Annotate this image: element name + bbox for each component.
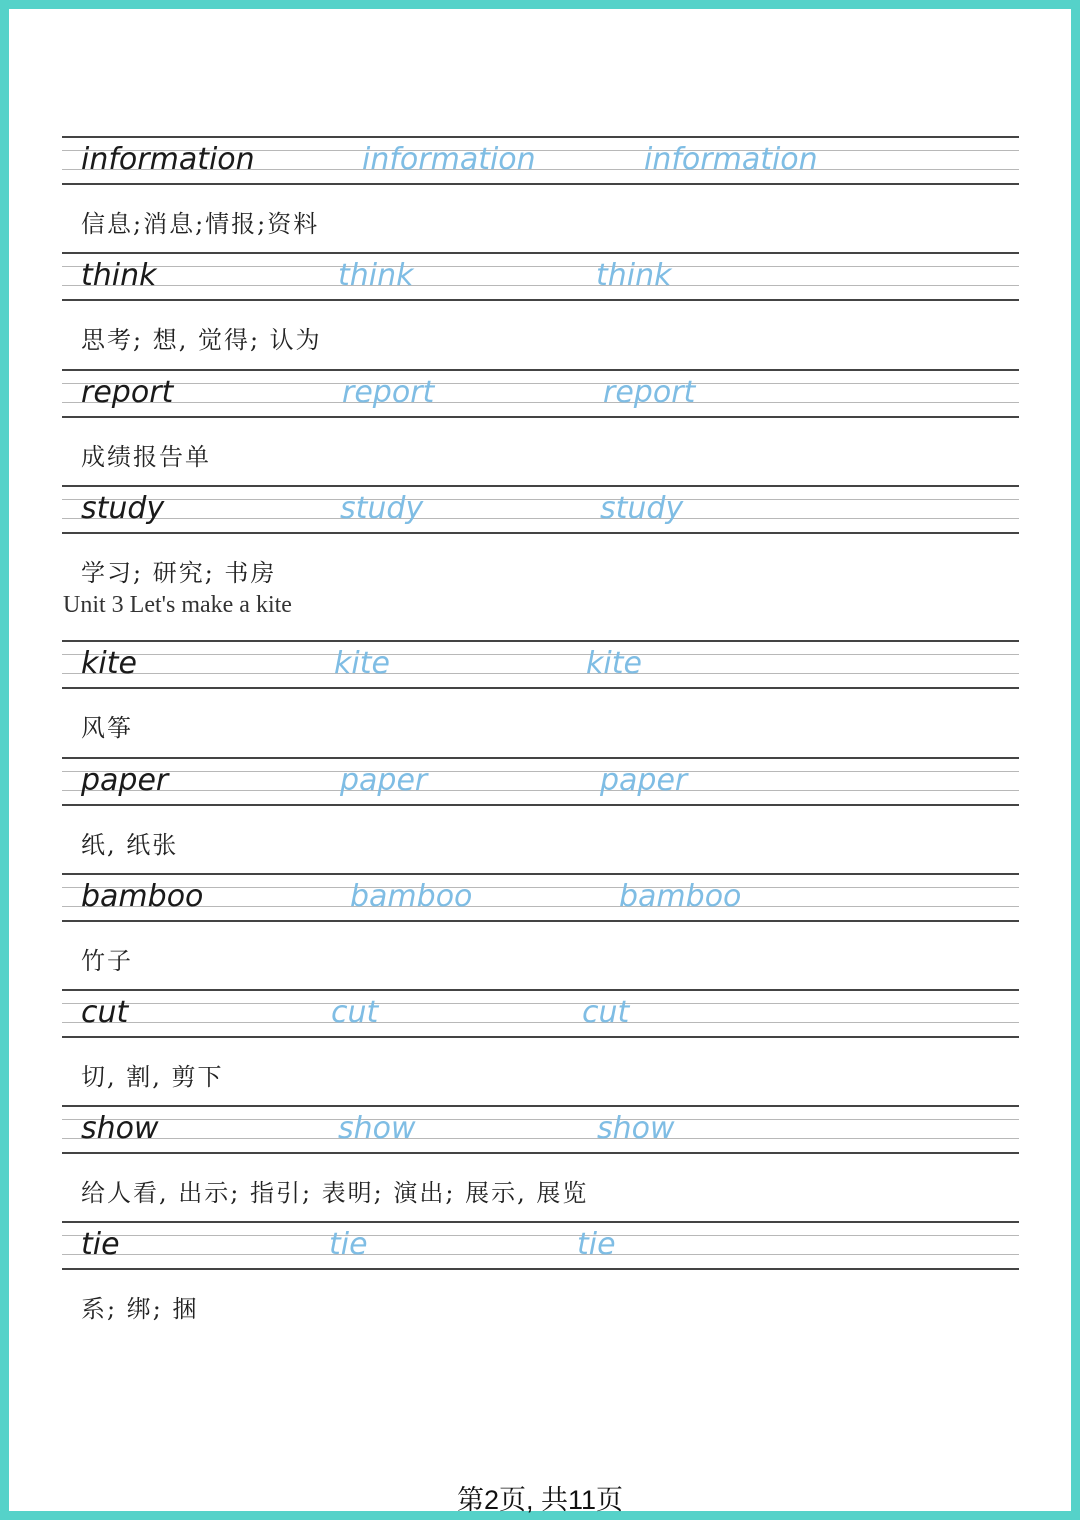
vocab-word: bamboo [81, 879, 204, 914]
handwriting-guide [62, 757, 1019, 805]
trace-word: kite [334, 646, 390, 681]
vocab-word: kite [81, 646, 137, 681]
vocab-word: show [81, 1111, 159, 1146]
handwriting-guide [62, 989, 1019, 1037]
handwriting-guide [62, 252, 1019, 300]
trace-word: think [596, 258, 672, 293]
trace-word: bamboo [619, 879, 742, 914]
trace-word: paper [340, 763, 428, 798]
vocab-entry-bamboo [0, 873, 1080, 983]
unit-heading: Unit 3 Let's make a kite [63, 592, 292, 618]
vocab-word: tie [81, 1227, 120, 1262]
vocab-entry-think [0, 252, 1080, 362]
vocab-entry-cut [0, 989, 1080, 1099]
handwriting-guide [62, 640, 1019, 688]
trace-word: report [603, 375, 696, 410]
trace-word: paper [600, 763, 688, 798]
word-meaning: 信息;消息;情报;资料 [81, 210, 320, 238]
trace-word: cut [331, 995, 379, 1030]
trace-word: show [597, 1111, 675, 1146]
word-meaning: 系; 绑; 捆 [81, 1295, 199, 1323]
trace-word: tie [329, 1227, 368, 1262]
vocab-entry-paper [0, 757, 1080, 867]
handwriting-guide [62, 369, 1019, 417]
vocab-word: think [81, 258, 157, 293]
vocab-entry-show [0, 1105, 1080, 1215]
trace-word: information [644, 142, 818, 177]
vocab-entry-tie [0, 1221, 1080, 1331]
vocab-entry-information [0, 136, 1080, 246]
vocab-word: study [81, 491, 165, 526]
word-meaning: 竹子 [81, 947, 133, 975]
trace-word: cut [582, 995, 630, 1030]
word-meaning: 切, 割, 剪下 [81, 1063, 224, 1091]
page-number-footer: 第2页, 共11页 [456, 1485, 624, 1515]
word-meaning: 成绩报告单 [81, 443, 211, 471]
vocab-entry-report [0, 369, 1080, 479]
trace-word: bamboo [350, 879, 473, 914]
trace-word: study [600, 491, 684, 526]
handwriting-guide [62, 1105, 1019, 1153]
handwriting-guide [62, 1221, 1019, 1269]
word-meaning: 纸, 纸张 [81, 831, 179, 859]
word-meaning: 给人看, 出示; 指引; 表明; 演出; 展示, 展览 [81, 1179, 589, 1207]
trace-word: think [338, 258, 414, 293]
word-meaning: 学习; 研究; 书房 [81, 559, 277, 587]
vocab-word: information [81, 142, 255, 177]
word-meaning: 风筝 [81, 714, 133, 742]
vocab-word: paper [81, 763, 169, 798]
trace-word: kite [586, 646, 642, 681]
trace-word: information [362, 142, 536, 177]
vocab-entry-kite [0, 640, 1080, 750]
handwriting-guide [62, 485, 1019, 533]
trace-word: report [342, 375, 435, 410]
trace-word: tie [577, 1227, 616, 1262]
word-meaning: 思考; 想, 觉得; 认为 [81, 326, 322, 354]
vocab-entry-study [0, 485, 1080, 595]
vocab-word: report [81, 375, 174, 410]
vocab-word: cut [81, 995, 129, 1030]
handwriting-guide [62, 873, 1019, 921]
trace-word: show [338, 1111, 416, 1146]
trace-word: study [340, 491, 424, 526]
